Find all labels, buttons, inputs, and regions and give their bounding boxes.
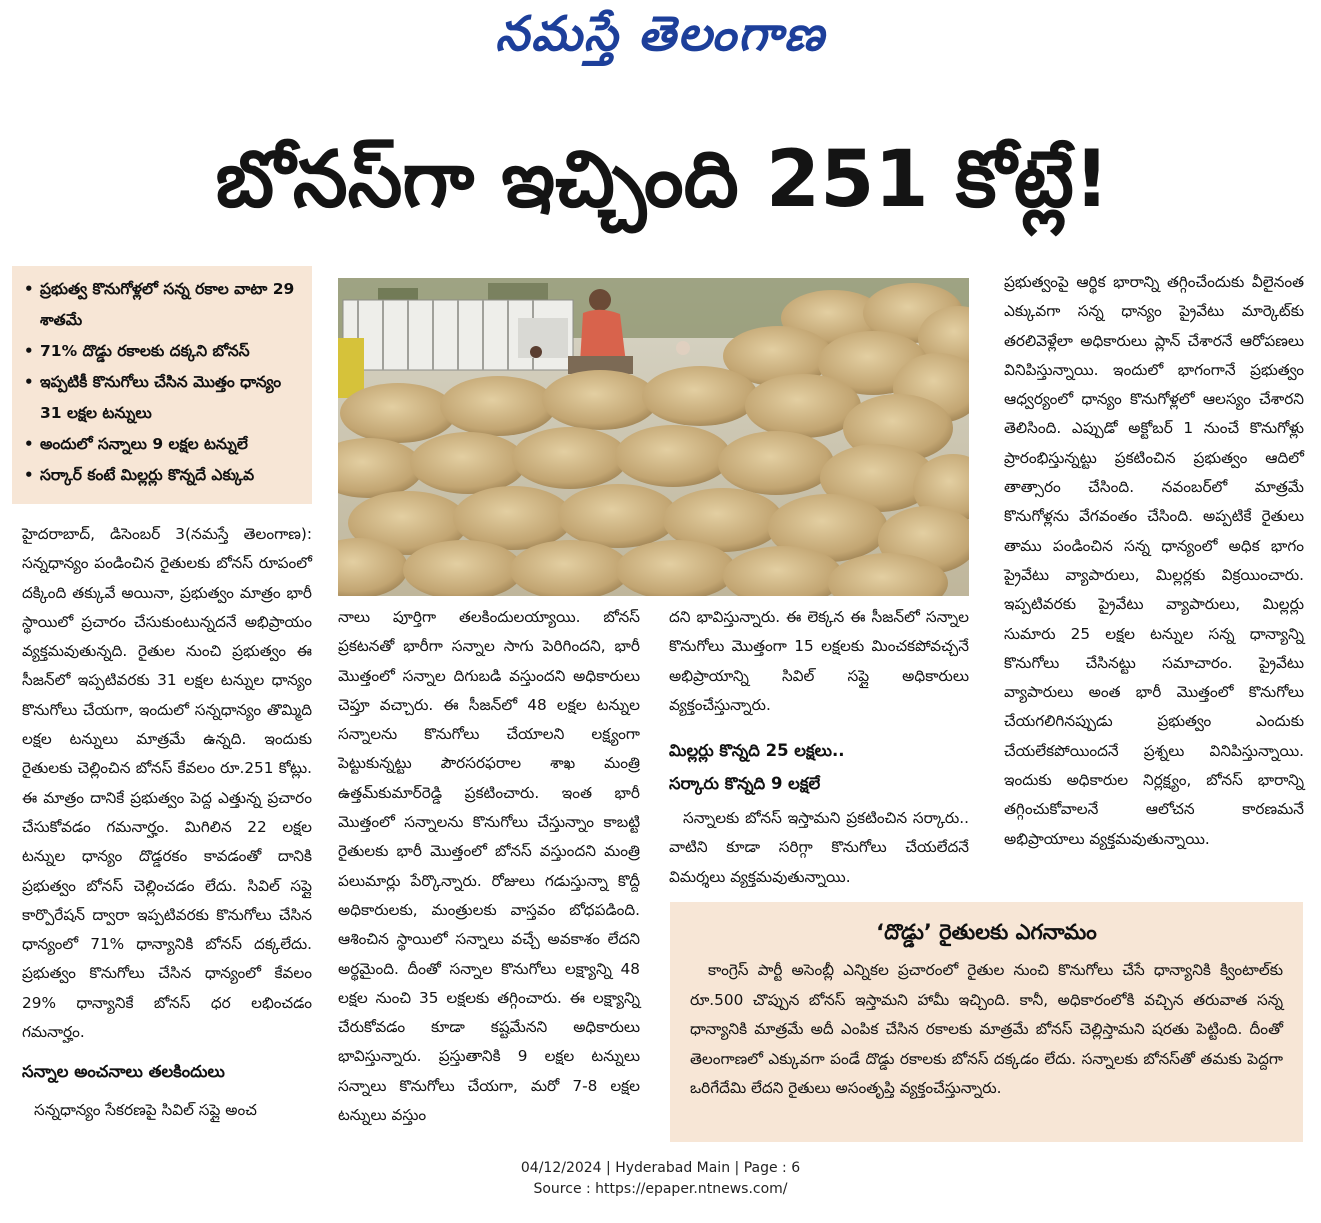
article-column-2 — [338, 603, 640, 1130]
footer-edition-info: 04/12/2024 | Hyderabad Main | Page : 6 — [520, 1160, 801, 1176]
subheading: సర్కారు కొన్నది 9 లక్షలే — [669, 774, 821, 794]
sidebar-box — [670, 902, 1303, 1142]
bullet-icon: • — [24, 280, 34, 298]
article-column-4 — [1004, 268, 1304, 854]
headline: బోనస్‌గా ఇచ్చింది 251 కోట్లే! — [215, 135, 1110, 225]
highlights-box — [12, 266, 312, 504]
subheading: మిల్లర్లు కొన్నది 25 లక్షలు.. — [669, 741, 845, 761]
article-paragraph: నాలు పూర్తిగా తలకిందులయ్యాయి. బోనస్‌ ప్రకటనతో భారీగా సన్నాల సాగు పెరిగిందని, భారీ మొత్తంలో సన్నాల దిగుబడి వస్తుందని అధికారులు చెప్తూ వచ్చారు. ఈ సీజన్‌లో 48 లక్షల టన్నుల సన్నాలను కొనుగోలు చేయాలని లక్ష్యంగా పెట్టుకున్నట్టు పౌరసరఫరాల శాఖ మంత్రి ఉత్తమ్‌కుమార్‌రెడ్డి ప్రకటించారు. ఇంత భారీ మొత్తంలో సన్నాలను కొనుగోలు చేస్తున్నాం కాబట్టి రైతులకు భారీ మొత్తంలో బోనస్‌ వస్తుందని మంత్రి పలుమార్లు పేర్కొన్నారు. రోజులు గడుస్తున్నా కొద్దీ అధికారులకు, మంత్రులకు వాస్తవం బోధపడింది. ఆశించిన స్థాయిలో సన్నాలు వచ్చే అవకాశం లేదని అర్థమైంది. దీంతో సన్నాల కొనుగోలు లక్ష్యాన్ని 48 లక్షల నుంచి 35 లక్షలకు తగ్గించారు. ఈ లక్ష్యాన్ని చేరుకోవడం కూడా కష్టమేనని అధికారులు భావిస్తున్నారు. ప్రస్తుతానికి 9 లక్షల టన్నులు సన్నాలు కొనుగోలు చేయగా, మరో 7-8 లక్షల టన్నులు వస్తుం — [338, 608, 640, 1125]
article-column-3 — [669, 603, 969, 892]
bullet-icon: • — [24, 435, 34, 453]
highlight-item — [24, 367, 306, 429]
highlight-item — [24, 460, 306, 491]
highlight-text: ఇప్పటికీ కొనుగోలు చేసిన మొత్తం ధాన్యం 31 లక్షల టన్నులు — [40, 373, 282, 422]
article-paragraph: సన్నాలకు బోనస్‌ ఇస్తామని ప్రకటించిన సర్కారు.. వాటిని కూడా సరిగ్గా కొనుగోలు చేయలేదనే విమర్శలు వ్యక్తమవుతున్నాయి. — [669, 809, 969, 886]
highlight-text: సర్కార్‌ కంటే మిల్లర్లు కొన్నదే ఎక్కువ — [40, 466, 255, 484]
photo-illustration — [338, 278, 969, 596]
box-body: కాంగ్రెస్‌ పార్టీ అసెంబ్లీ ఎన్నికల ప్రచారంలో రైతుల నుంచి కొనుగోలు చేసే ధాన్యానికి క్వింటాల్‌కు రూ.500 చొప్పున బోనస్‌ ఇస్తామని హామీ ఇచ్చింది. కానీ, అధికారంలోకి వచ్చిన తరువాత సన్న ధాన్యానికి మాత్రమే అదీ ఎంపిక చేసిన రకాలకు మాత్రమే బోనస్‌ చెల్లిస్తామని షరతు పెట్టింది. దీంతో తెలంగాణలో ఎక్కువగా పండే దొడ్డు రకాలకు బోనస్‌ దక్కడం లేదు. సన్నాలకు బోనస్‌తో తమకు పెద్దగా ఒరిగేదేమి లేదని రైతులు అసంతృప్తి వ్యక్తంచేస్తున్నారు. — [690, 961, 1283, 1097]
highlight-item — [24, 429, 306, 460]
highlight-item — [24, 274, 306, 336]
article-paragraph: హైదరాబాద్‌, డిసెంబర్‌ 3(నమస్తే తెలంగాణ): సన్నధాన్యం పండించిన రైతులకు బోనస్‌ రూపంలో దక్కింది తక్కువే అయినా, ప్రభుత్వం మాత్రం భారీ స్థాయిలో ప్రచారం చేసుకుంటున్నదనే అభిప్రాయం వ్యక్తమవుతున్నది. రైతుల నుంచి ప్రభుత్వం ఈ సీజన్‌లో ఇప్పటివరకు 31 లక్షల టన్నుల ధాన్యం కొనుగోలు చేయగా, ఇందులో సన్నధాన్యం తొమ్మిది లక్షల టన్నులు మాత్రమే ఉన్నది. ఇందుకు రైతులకు చెల్లించిన బోనస్‌ కేవలం రూ.251 కోట్లు. ఈ మాత్రం దానికే ప్రభుత్వం పెద్ద ఎత్తున్న ప్రచారం చేసుకోవడం గమనార్హం. మిగిలిన 22 లక్షల టన్నుల ధాన్యం దొడ్డరకం కావడంతో దానికి ప్రభుత్వం బోనస్‌ చెల్లించడం లేదు. సివిల్‌ సప్లై కార్పొరేషన్‌ ద్వారా ఇప్పటివరకు కొనుగోలు చేసిన ధాన్యంలో 71% ధాన్యానికి బోనస్‌ దక్కలేదు. ప్రభుత్వం కొనుగోలు చేసిన ధాన్యంలో కేవలం 29% ధాన్యానికే బోనస్‌ ధర లభించడం గమనార్హం. — [22, 525, 312, 1042]
bullet-icon: • — [24, 342, 34, 360]
article-paragraph: ప్రభుత్వంపై ఆర్థిక భారాన్ని తగ్గించేందుకు వీలైనంత ఎక్కువగా సన్న ధాన్యం ప్రైవేటు మార్కెట్‌కు తరలివెళ్లేలా అధికారులు ప్లాన్‌ చేశారనే ఆరోపణలు వినిపిస్తున్నాయి. ఇందులో భాగంగానే ప్రభుత్వం ఆధ్వర్యంలో ధాన్యం కొనుగోళ్లలో ఆలస్యం చేశారని తెలిసింది. ఎప్పుడో అక్టోబర్‌ 1 నుంచే కొనుగోళ్లు ప్రారంభిస్తున్నట్టు ప్రకటించిన ప్రభుత్వం ఆదిలో తాత్సారం చేసింది. నవంబర్‌లో మాత్రమే కొనుగోళ్లను వేగవంతం చేసింది. అప్పటికే రైతులు తాము పండించిన సన్న ధాన్యంలో అధిక భాగం ప్రైవేటు వ్యాపారులు, మిల్లర్లకు విక్రయించారు. ఇప్పటివరకు ప్రైవేటు వ్యాపారులు, మిల్లర్లు సుమారు 25 లక్షల టన్నుల సన్న ధాన్యాన్ని కొనుగోలు చేసినట్టు సమాచారం. ప్రైవేటు వ్యాపారులు అంత భారీ మొత్తంలో కొనుగోలు చేయగలిగినప్పుడు ప్రభుత్వం ఎందుకు చేయలేకపోయిందనే ప్రశ్నలు వినిపిస్తున్నాయి. ఇందుకు అధికారుల నిర్లక్ష్యం, బోనస్‌ భారాన్ని తగ్గించుకోవాలనే ఆలోచన కారణమనే అభిప్రాయాలు వ్యక్తమవుతున్నాయి. — [1004, 273, 1304, 848]
article-column-1 — [22, 520, 312, 1126]
highlight-item — [24, 336, 306, 367]
masthead-logo: నమస్తే తెలంగాణ — [495, 6, 826, 62]
news-photo-paddy-bags — [338, 278, 969, 596]
subheading: సన్నాల అంచనాలు తలకిందులు — [22, 1062, 225, 1082]
bullet-icon: • — [24, 466, 34, 484]
article-paragraph: దని భావిస్తున్నారు. ఈ లెక్కన ఈ సీజన్‌లో సన్నాల కొనుగోలు మొత్తంగా 15 లక్షలకు మించకపోవచ్చనే అభిప్రాయాన్ని సివిల్‌ సప్లై అధికారులు వ్యక్తంచేస్తున్నారు. — [669, 608, 969, 714]
footer-source: Source : https://epaper.ntnews.com/ — [533, 1181, 788, 1197]
highlight-text: ప్రభుత్వ కొనుగోళ్లలో సన్న రకాల వాటా 29 శాతమే — [40, 280, 295, 329]
page-footer — [0, 1158, 1321, 1200]
article-paragraph: సన్నధాన్యం సేకరణపై సివిల్‌ సప్లై అంచ — [34, 1101, 257, 1120]
highlight-text: అందులో సన్నాలు 9 లక్షల టన్నులే — [40, 435, 248, 453]
bullet-icon: • — [24, 373, 34, 391]
box-heading: ‘దొడ్డు’ రైతులకు ఎగనామం — [876, 920, 1097, 944]
highlight-text: 71% దొడ్డు రకాలకు దక్కని బోనస్‌ — [40, 342, 250, 360]
